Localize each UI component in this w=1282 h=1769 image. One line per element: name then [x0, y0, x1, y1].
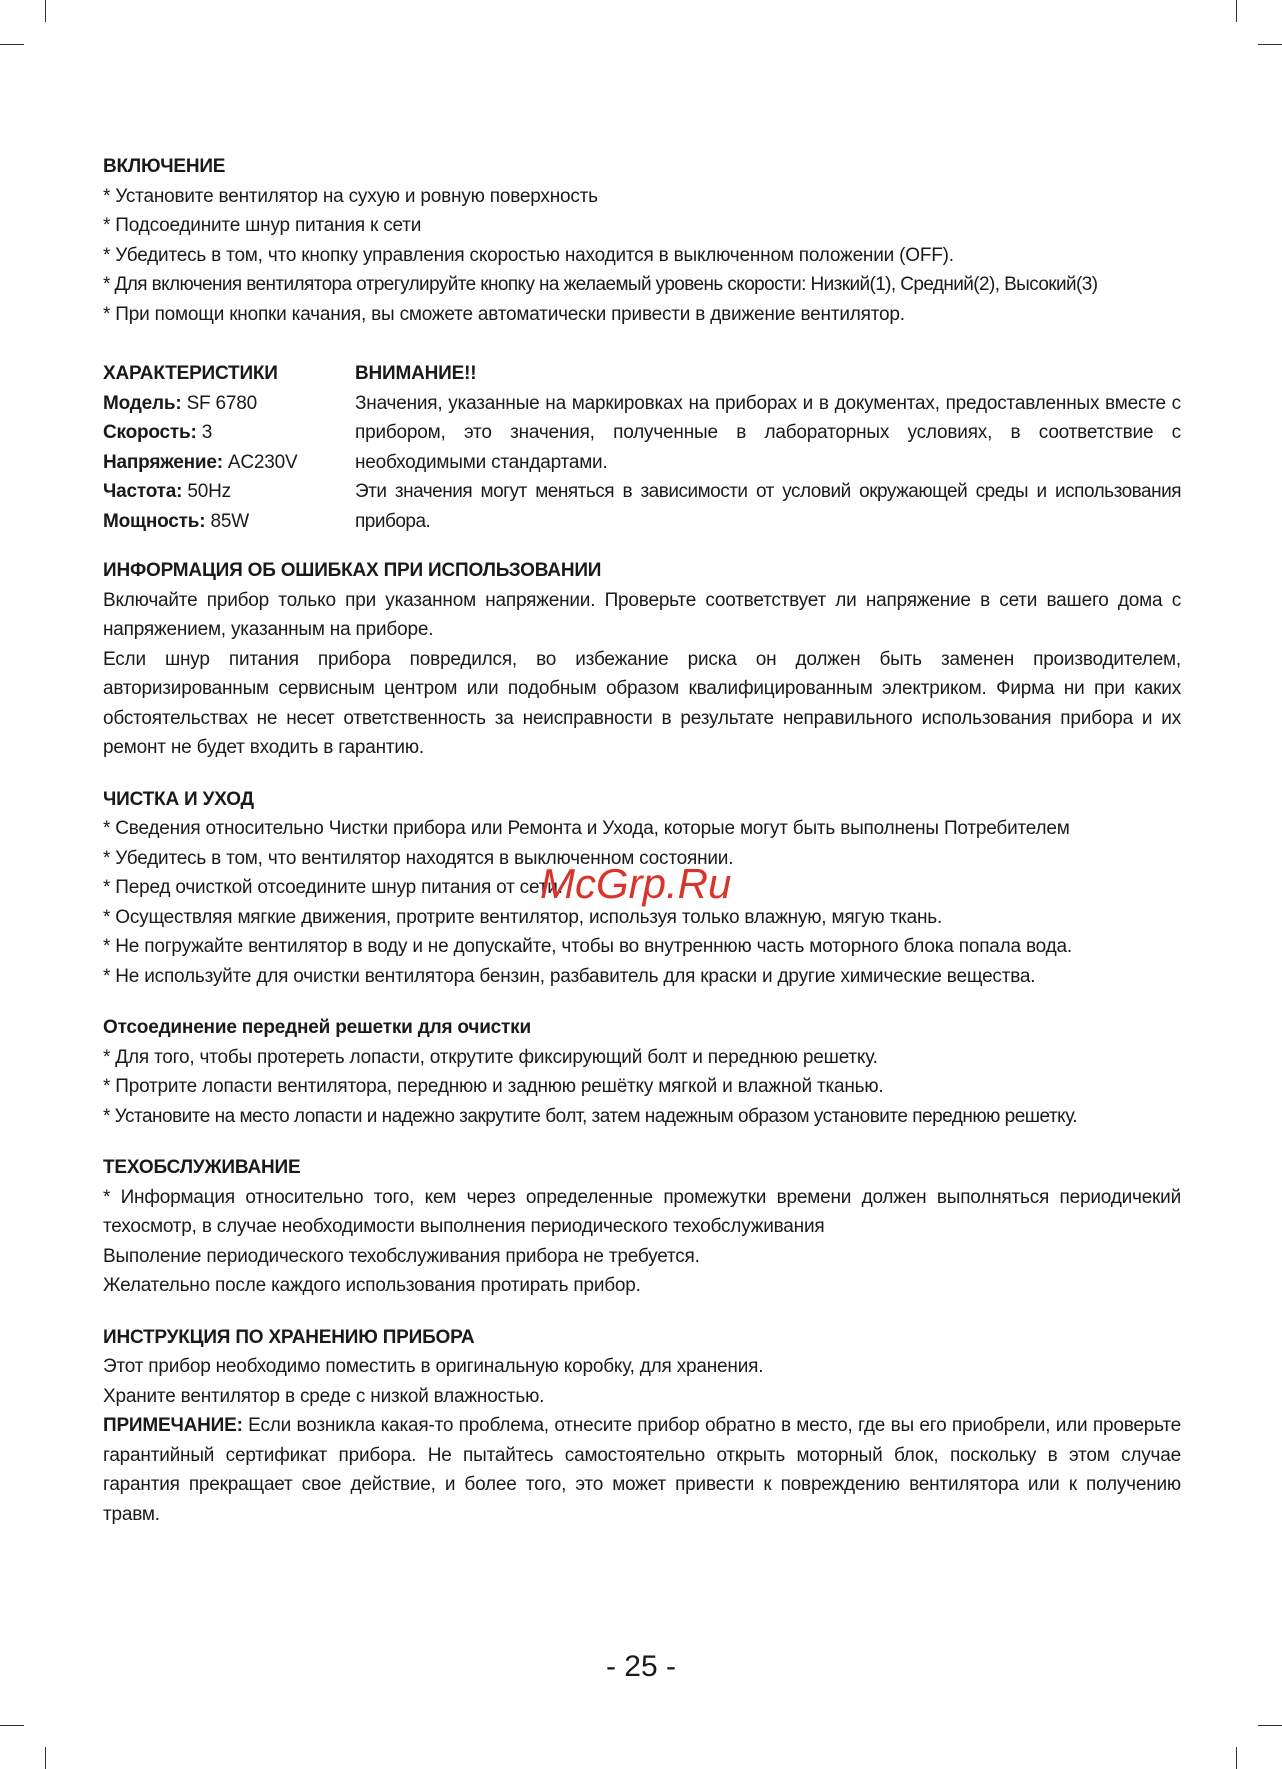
spec-label: Мощность:: [103, 510, 206, 532]
spec-value: 50Hz: [182, 481, 231, 502]
attention-title: ВНИМАНИЕ!!: [355, 363, 477, 384]
list-item: * Перед очисткой отсоедините шнур питания от сети.: [103, 877, 563, 898]
section-grille: [103, 1013, 1181, 1131]
list-item: * Протрите лопасти вентилятора, переднюю и заднюю решётку мягкой и влажной тканью.: [103, 1076, 884, 1097]
spec-label: Частота:: [103, 481, 183, 502]
spec-value: AC230V: [222, 451, 298, 473]
specs-attention-block: [103, 359, 1181, 536]
crop-mark: [1236, 1747, 1237, 1769]
spec-value: 85W: [205, 510, 249, 532]
note-text: Если возникла какая-то проблема, отнесите прибор обратно в место, где вы его приобрели, или проверьте гарантийный сертификат прибора. Не пытайтесь самостоятельно открыть моторный блок, поскольку в этом случае гарантия прекращает свое действие, и более того, это может привести к повреждению вентилятора или к получению травм.: [103, 1415, 1181, 1525]
section-errors: [103, 556, 1181, 763]
section-maintenance: [103, 1153, 1181, 1301]
attention-paragraph: Эти значения могут меняться в зависимости от условий окружающей среды и использования прибора.: [355, 481, 1181, 532]
specs-column: [103, 359, 355, 536]
list-item: * Установите на место лопасти и надежно закрутите болт, затем надежным образом установите переднюю решетку.: [103, 1105, 1078, 1127]
section-title: ЧИСТКА И УХОД: [103, 788, 254, 810]
section-title: ВКЛЮЧЕНИЕ: [103, 156, 226, 177]
section-on: [103, 152, 1181, 329]
crop-mark: [45, 1747, 46, 1769]
page-number: - 25 -: [605, 1650, 677, 1683]
document-page: [103, 152, 1181, 1551]
list-item: * Осуществляя мягкие движения, протрите вентилятор, используя только влажную, мягую ткань.: [103, 906, 943, 928]
spec-label: Скорость:: [103, 422, 197, 443]
paragraph: Желательно после каждого использования протирать прибор.: [103, 1275, 641, 1296]
attention-paragraph: Значения, указанные на маркировках на приборах и в документах, предоставленных вместе с прибором, это значения, полученные в лабораторных условиях, в соответствие с необходимыми стандартами.: [355, 392, 1181, 473]
spec-label: Напряжение:: [103, 451, 223, 473]
paragraph: * Информация относительно того, кем через определенные промежутки времени должен выполняться периодичекий техосмотр, в случае необходимости выполнения периодического техобслуживания: [103, 1186, 1181, 1237]
spec-label: Модель:: [103, 392, 182, 414]
specs-title: ХАРАКТЕРИСТИКИ: [103, 363, 278, 384]
list-item: * Не используйте для очистки вентилятора бензин, разбавитель для краски и другие химические вещества.: [103, 965, 1036, 987]
list-item: * Установите вентилятор на сухую и ровную поверхность: [103, 185, 598, 207]
spec-frequency: [103, 477, 355, 507]
crop-mark: [1258, 44, 1282, 45]
crop-mark: [1258, 1725, 1282, 1726]
list-item: * Убедитесь в том, что вентилятор находятся в выключенном состоянии.: [103, 847, 734, 869]
paragraph: Если шнур питания прибора повредился, во избежание риска он должен быть заменен производителем, авторизированным сервисным центром или подобным образом квалифицированным электриком. Фирма ни при каких обстоятельствах не несет ответственность за неисправности в результате неправильного использования прибора и их ремонт не будет входить в гарантию.: [103, 648, 1181, 758]
list-item: * Подсоедините шнур питания к сети: [103, 215, 422, 236]
spec-model: [103, 389, 355, 419]
list-item: * Для включения вентилятора отрегулируйте кнопку на желаемый уровень скорости: Низкий(1), Средний(2), Высокий(3): [103, 274, 1098, 295]
watermark: McGrp.Ru: [540, 860, 732, 907]
crop-mark: [0, 1725, 24, 1726]
spec-value: 3: [196, 422, 213, 443]
note-label: ПРИМЕЧАНИЕ:: [103, 1415, 243, 1436]
crop-mark: [1236, 0, 1237, 22]
section-storage: [103, 1323, 1181, 1530]
crop-mark: [45, 0, 46, 22]
note-paragraph: [103, 1411, 1181, 1529]
spec-speed: [103, 418, 355, 448]
list-item: * Не погружайте вентилятор в воду и не допускайте, чтобы во внутреннюю часть моторного блока попала вода.: [103, 936, 1072, 957]
spec-value: SF 6780: [181, 392, 258, 414]
list-item: * При помощи кнопки качания, вы сможете автоматически привести в движение вентилятор.: [103, 303, 905, 325]
paragraph: Включайте прибор только при указанном напряжении. Проверьте соответствует ли напряжение в сети вашего дома с напряжением, указанным на приборе.: [103, 589, 1181, 640]
paragraph: Этот прибор необходимо поместить в оригинальную коробку, для хранения.: [103, 1356, 764, 1377]
section-title: ТЕХОБСЛУЖИВАНИЕ: [103, 1157, 301, 1178]
paragraph: Храните вентилятор в среде с низкой влажностью.: [103, 1385, 545, 1407]
section-title: ИНСТРУКЦИЯ ПО ХРАНЕНИЮ ПРИБОРА: [103, 1326, 475, 1348]
list-item: * Для того, чтобы протереть лопасти, открутите фиксирующий болт и переднюю решетку.: [103, 1046, 878, 1068]
list-item: * Убедитесь в том, что кнопку управления скоростью находится в выключенном положении (OFF).: [103, 244, 954, 266]
spec-voltage: [103, 448, 355, 478]
section-title: ИНФОРМАЦИЯ ОБ ОШИБКАХ ПРИ ИСПОЛЬЗОВАНИИ: [103, 560, 602, 581]
subsection-title: Отсоединение передней решетки для очистки: [103, 1017, 531, 1038]
list-item: * Сведения относительно Чистки прибора или Ремонта и Ухода, которые могут быть выполнены Потребителем: [103, 818, 1070, 839]
paragraph: Выполение периодического техобслуживания прибора не требуется.: [103, 1245, 700, 1267]
spec-power: [103, 507, 355, 537]
attention-column: [355, 359, 1181, 536]
crop-mark: [0, 44, 24, 45]
